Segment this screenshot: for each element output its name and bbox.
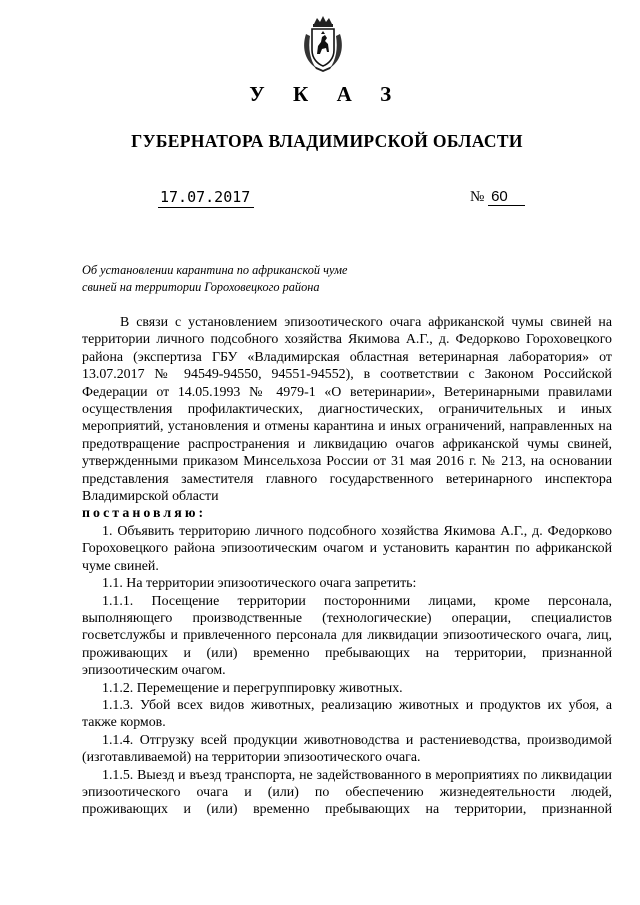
document-issuer: ГУБЕРНАТОРА ВЛАДИМИРСКОЙ ОБЛАСТИ [131,131,523,151]
document-date: 17.07.2017 [158,188,254,208]
document-number [470,188,525,206]
item-1-1-4: 1.1.4. Отгрузку всей продукции животноводства и растениеводства, производимой (изготавливаемой) на территории эпизоотического очага. [82,732,612,766]
item-1-1: 1.1. На территории эпизоотического очага запретить: [102,576,417,592]
item-1-1-1: 1.1.1. Посещение территории посторонними лицами, кроме персонала, выполняющего производственные (технологические) операции, специалистов госветслужбы и привлеченного персонала для ликвидации эпизоотического очага, лиц, проживающих и (или) временно пребывающих на территории, признанной эпизоотическим очагом. [82,593,612,679]
item-1-1-5: 1.1.5. Выезд и въезд транспорта, не задействованного в мероприятиях по ликвидации эпизоотического очага и (или) по обеспечению жизнедеятельности людей, проживающих и (или) временно пребывающих на территории, признанной [82,767,612,818]
item-1-1-2: 1.1.2. Перемещение и перегруппировку животных. [102,680,403,696]
coat-of-arms-emblem [300,14,346,74]
number-value: 60 [488,188,525,206]
item-1: 1. Объявить территорию личного подсобного хозяйства Якимова А.Г., д. Федорково Гороховецкого района эпизоотическим очагом и установить карантин по африканской чуме свиней. [82,523,612,574]
item-1-1-3: 1.1.3. Убой всех видов животных, реализацию животных и продуктов их убоя, а также кормов. [82,697,612,731]
intro-paragraph: В связи с установлением эпизоотического очага африканской чумы свиней на территории личного подсобного хозяйства Якимова А.Г., д. Федорково Гороховецкого района (экспертиза ГБУ «Владимирская областная ветеринарная лаборатория» от 13.07.2017 № 94549-94550, 94551-94552), в соответствии с Законом Российской Федерации от 14.05.1993 № 4979-1 «О ветеринарии», Ветеринарными правилами осуществления профилактических, диагностических, ограничительных и иных мероприятий, установления и отмены карантина и иных ограничений, направленных на предотвращение распространения и ликвидацию очагов африканской чумы свиней, утвержденными приказом Минсельхоза России от 31 мая 2016 г. № 213, на основании представления заместителя главного государственного ветеринарного инспектора Владимирской области [82,315,612,505]
decree-body [82,314,612,836]
number-label: № [470,189,485,205]
subject-line-1: Об установлении карантина по африканской чуме [82,263,348,277]
decree-word: постановляю: [82,506,207,522]
document-title: У К А З [249,82,403,106]
decree-subject [82,262,382,296]
subject-line-2: свиней на территории Гороховецкого района [82,280,320,294]
